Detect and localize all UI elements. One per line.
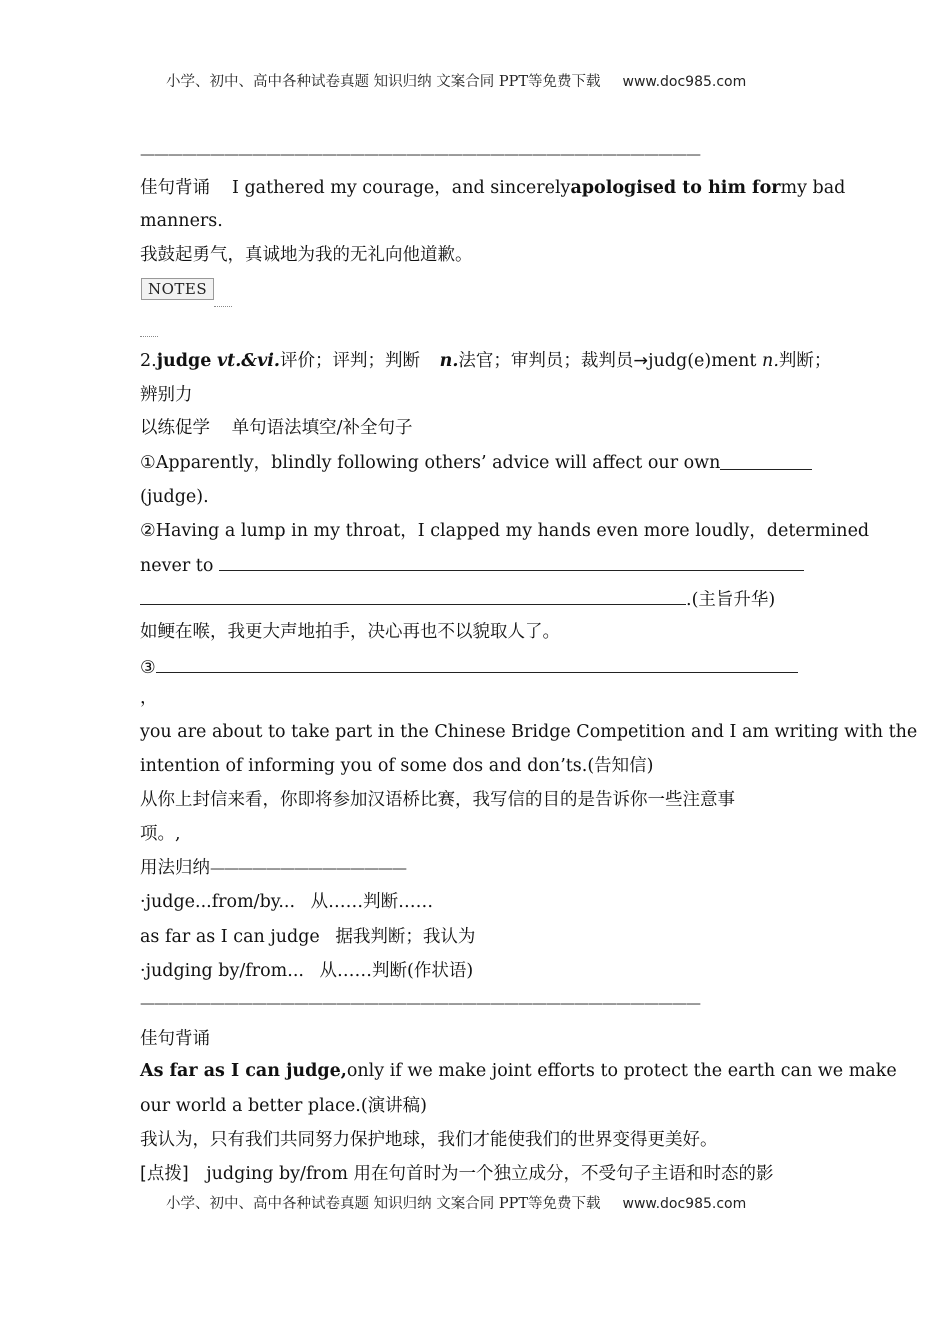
question-1 — [140, 453, 812, 474]
page-header — [166, 70, 746, 91]
usage-item-en: as far as I can judge — [140, 927, 320, 947]
notes-dots-2 — [140, 336, 158, 337]
question-1-text: ①Apparently，blindly following others’ advice will affect our own — [140, 453, 721, 473]
section1-label: 佳句背诵 — [140, 178, 210, 198]
usage-item-zh: 从……判断(作状语) — [319, 961, 474, 981]
usage-item-en: ·judge...from/by... — [140, 892, 296, 912]
question-2-translation: 如鲠在喉，我更大声地拍手，决心再也不以貌取人了。 — [140, 622, 560, 642]
section2-sentence-bold: As far as I can judge, — [140, 1061, 347, 1081]
section1-translation: 我鼓起勇气，真诚地为我的无礼向他道歉。 — [140, 245, 473, 265]
usage-item-en: ·judging by/from... — [140, 961, 304, 981]
usage-item-zh: 据我判断；我认为 — [335, 927, 476, 947]
divider-rule: ———————————————————————————————————————— — [140, 145, 700, 163]
entry-judge — [140, 351, 831, 372]
answer-blank-3[interactable] — [156, 656, 798, 673]
question-3-comma: ， — [140, 688, 158, 708]
question-3-translation-2: 项。, — [140, 824, 181, 844]
entry-word: judge — [156, 351, 212, 371]
section1-sentence-line2: manners. — [140, 211, 223, 231]
entry-def-cont: 辨别力 — [140, 385, 193, 405]
entry-number: 2. — [140, 351, 157, 371]
question-2-line3 — [140, 588, 775, 611]
entry-pos-noun: n. — [439, 351, 459, 371]
entry-def-noun: 法官；审判员；裁判员→ — [458, 351, 649, 371]
question-2-tag: .(主旨升华) — [686, 590, 776, 610]
entry-pos-deriv: n. — [762, 351, 779, 371]
usage-item-zh: 从……判断…… — [310, 892, 434, 912]
section2-label: 佳句背诵 — [140, 1029, 210, 1049]
question-3-translation: 从你上封信来看，你即将参加汉语桥比赛，我写信的目的是告诉你一些注意事 — [140, 790, 735, 810]
question-2-lead: never to — [140, 556, 214, 576]
section1-sentence-line1 — [140, 178, 846, 199]
question-2-line2 — [140, 554, 804, 577]
notes-badge: NOTES — [141, 278, 214, 300]
header-text: 小学、初中、高中各种试卷真题 知识归纳 文案合同 PPT等免费下载 — [166, 74, 601, 90]
entry-def-verb: 评价；评判；判断 — [280, 351, 421, 371]
usage-label: 用法归纳 — [140, 858, 210, 878]
practice-label: 以练促学 — [140, 418, 210, 438]
section2-tip — [140, 1164, 774, 1185]
page-footer — [166, 1192, 746, 1213]
notes-dots — [214, 306, 232, 307]
divider-rule-2: ———————————————————————————————————————— — [140, 994, 700, 1012]
usage-item-1 — [140, 892, 433, 913]
section2-sentence-line2: our world a better place.(演讲稿) — [140, 1096, 427, 1116]
answer-blank-1[interactable] — [720, 453, 812, 470]
usage-item-3 — [140, 961, 473, 982]
question-3-line3: intention of informing you of some dos and don’ts.(告知信) — [140, 756, 654, 776]
footer-text: 小学、初中、高中各种试卷真题 知识归纳 文案合同 PPT等免费下载 — [166, 1196, 601, 1212]
question-1-hint: (judge). — [140, 487, 209, 507]
usage-heading — [140, 858, 406, 879]
section2-sentence-rest: only if we make joint efforts to protect the earth can we make — [346, 1061, 897, 1081]
section1-sentence-bold: apologised to him for — [570, 178, 781, 198]
practice-heading — [140, 418, 412, 439]
usage-item-2 — [140, 927, 475, 948]
section2-sentence-line1 — [140, 1061, 897, 1082]
section1-sentence-a: I gathered my courage，and sincerely — [232, 178, 571, 198]
tip-text: judging by/from 用在句首时为一个独立成分，不受句子主语和时态的影 — [206, 1164, 774, 1184]
question-3-num: ③ — [140, 658, 156, 678]
question-2-line1: ②Having a lump in my throat，I clapped my hands even more loudly，determined — [140, 521, 870, 541]
usage-dash: —————————————— — [210, 859, 406, 877]
entry-pos-verb: vt.&vi. — [216, 351, 281, 371]
entry-def-deriv: 判断； — [778, 351, 832, 371]
section1-sentence-c: my bad — [780, 178, 846, 198]
section2-translation: 我认为，只有我们共同努力保护地球，我们才能使我们的世界变得更美好。 — [140, 1130, 718, 1150]
tip-label: [点拨] — [140, 1164, 189, 1184]
header-url[interactable]: www.doc985.com — [622, 74, 747, 90]
practice-instructions: 单句语法填空/补全句子 — [231, 418, 413, 438]
question-3-line2: you are about to take part in the Chinese Bridge Competition and I am writing with the — [140, 722, 918, 742]
entry-derivative: judg(e)ment — [648, 351, 757, 371]
answer-blank-2b[interactable] — [140, 588, 686, 605]
answer-blank-2a[interactable] — [219, 554, 804, 571]
footer-url[interactable]: www.doc985.com — [622, 1196, 747, 1212]
question-3-line1 — [140, 656, 798, 679]
